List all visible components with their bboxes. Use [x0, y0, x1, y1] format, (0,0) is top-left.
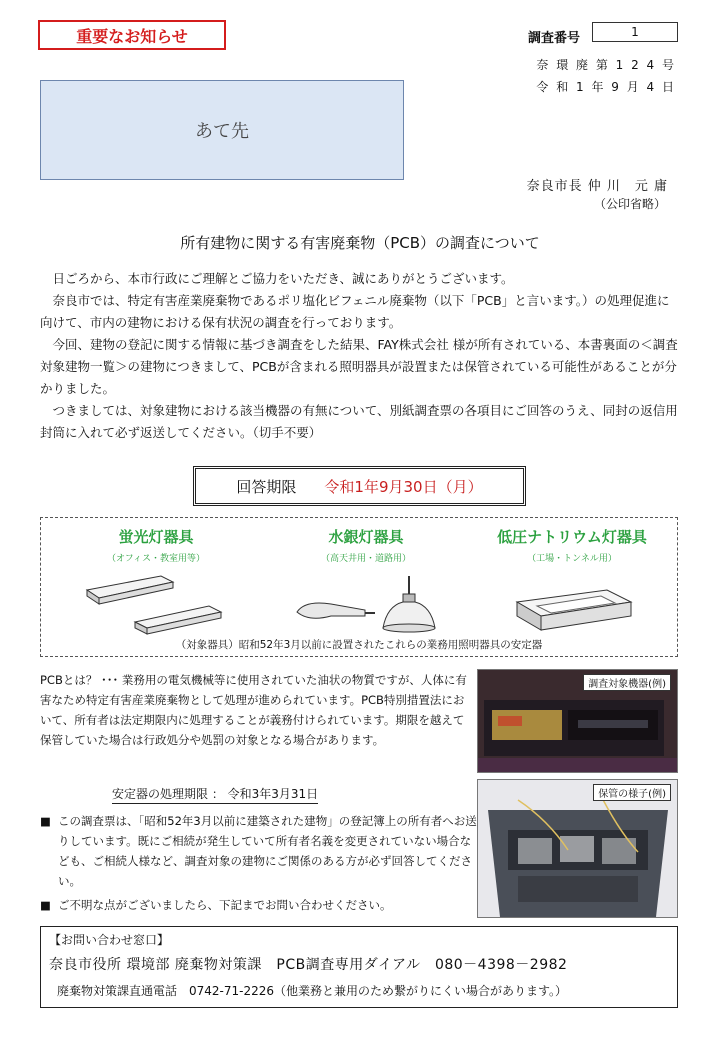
list-item — [40, 895, 480, 915]
paragraph: つきましては、対象建物における該当機器の有無について、別紙調査票の各項目にご回答のうえ、同封の返信用封筒に入れて必ず返送してください。（切手不要） — [40, 403, 678, 440]
document-title: 所有建物に関する有害廃棄物（PCB）の調査について — [180, 234, 540, 252]
photo-storage-example — [477, 779, 678, 918]
fixture-usage: （オフィス・教室用等） — [106, 554, 205, 564]
mercury-lamp-icon — [291, 572, 441, 636]
fixture-low-pressure-sodium — [477, 526, 667, 636]
fixture-name: 低圧ナトリウム灯器具 — [497, 528, 647, 546]
response-deadline-box — [193, 466, 526, 506]
deadline-date: 令和1年9月30日（月） — [324, 477, 483, 496]
list-item — [40, 811, 480, 891]
important-notice-badge: 重要なお知らせ — [38, 20, 226, 50]
contact-direct-phone: 廃棄物対策課直通電話 0742-71-2226（他業務と兼用のため繋がりにくい場合があります。） — [57, 984, 568, 998]
fixture-fluorescent — [61, 526, 251, 636]
photo-caption: 保管の様子(例) — [593, 784, 671, 801]
document-number: 奈 環 廃 第 1 2 4 号 — [536, 58, 676, 72]
bullet-square-icon: ■ — [40, 898, 51, 912]
fixture-mercury — [291, 526, 441, 636]
sodium-lamp-icon — [497, 572, 647, 636]
document-date: 令 和 1 年 9 月 4 日 — [536, 80, 676, 94]
notes-list — [40, 811, 480, 915]
paragraph: 奈良市では、特定有害産業廃棄物であるポリ塩化ビフェニル廃棄物（以下「PCB」と言います。）の処理促進に向けて、市内の建物における保有状況の調査を行っております。 — [40, 293, 670, 330]
survey-number-box: 1 — [592, 22, 678, 42]
fixture-usage: （工場・トンネル用） — [527, 554, 617, 564]
contact-main: 奈良市役所 環境部 廃棄物対策課 PCB調査専用ダイアル 080－4398－2982 — [49, 957, 568, 973]
body-text — [40, 268, 680, 444]
fixture-name: 蛍光灯器具 — [118, 528, 194, 546]
seal-note: （公印省略） — [593, 197, 666, 211]
note-text: ご不明な点がございましたら、下記までお問い合わせください。 — [58, 898, 392, 912]
contact-heading: 【お問い合わせ窓口】 — [49, 933, 170, 947]
sender-name: 奈良市長 仲 川 元 庸 — [526, 179, 668, 194]
pcb-explanation: PCBとは？ ･･･ 業務用の電気機械等に使用されていた油状の物質ですが、人体に有害なため特定有害産業廃棄物として処理が進められています。PCB特別措置法において、所有者は法定期限内に処理することが義務付けられています。期限を越えて保管していた場合は行政処分や処罰の対象となる場合があります。 — [40, 673, 467, 747]
target-fixtures-panel — [40, 517, 678, 657]
fixture-usage: （高天井用・道路用） — [320, 554, 411, 564]
fluorescent-fixture-icon — [81, 572, 231, 636]
note-text: この調査票は、「昭和52年3月以前に建築された建物」の登記簿上の所有者へお送りしています。既にご相続が発生していて所有者名義を変更されていない場合なども、ご相続人様など、調査対象の建物にご関係のある方が必ず回答してください。 — [58, 814, 477, 888]
paragraph: 今回、建物の登記に関する情報に基づき調査をした結果、FAY株式会社 様が所有されている、本書裏面の＜調査対象建物一覧＞の建物につきまして、PCBが含まれる照明器具が設置または保管されている可能性があることが分かりました。 — [40, 337, 678, 396]
deadline-label: 回答期限 — [236, 477, 297, 496]
address-placeholder: あて先 — [195, 121, 249, 142]
contact-box — [40, 926, 678, 1008]
address-box — [40, 80, 404, 180]
target-fixtures-note: （対象器具）昭和52年3月以前に設置されたこれらの業務用照明器具の安定器 — [175, 639, 543, 651]
photo-target-equipment — [477, 669, 678, 773]
photo-caption: 調査対象機器(例) — [583, 674, 671, 691]
bullet-square-icon: ■ — [40, 814, 51, 828]
survey-number-label: 調査番号 — [528, 31, 581, 46]
paragraph: 日ごろから、本市行政にご理解とご協力をいただき、誠にありがとうございます。 — [52, 271, 514, 286]
stabilizer-deadline: 安定器の処理期限 ： 令和3年3月31日 — [112, 785, 318, 804]
fixture-name: 水銀灯器具 — [328, 528, 404, 546]
